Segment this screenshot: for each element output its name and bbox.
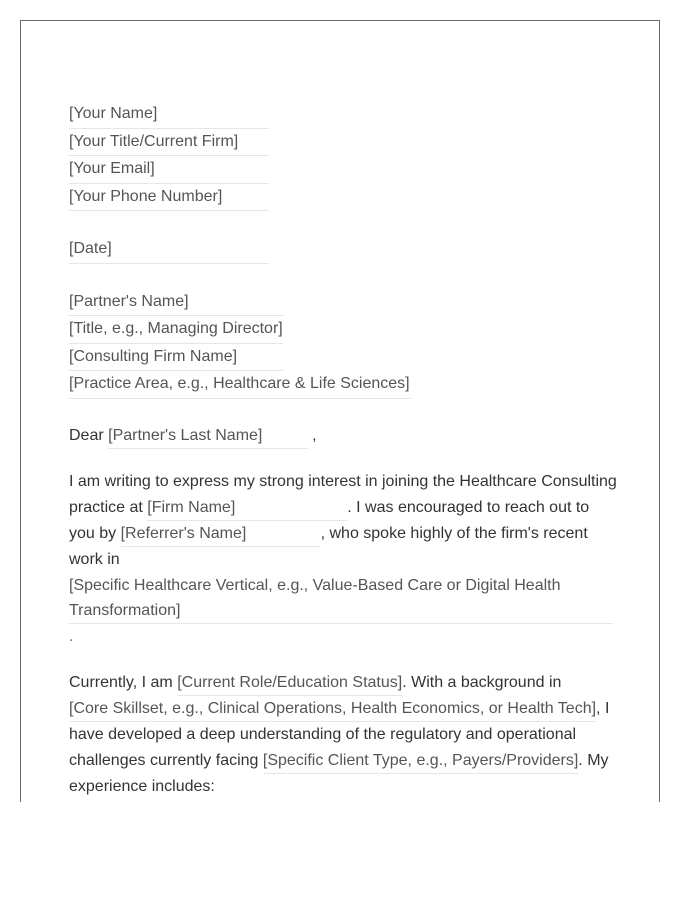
p2-text4: . My experience includes: (69, 751, 609, 795)
referrer-name-field[interactable]: [Referrer's Name] (121, 521, 321, 547)
p1-text1: I am writing to express my strong interest in joining the Healthcare Consulting practice at (69, 472, 617, 516)
recipient-name-field[interactable]: [Partner's Name] (69, 289, 283, 317)
letter-body (69, 101, 619, 800)
sender-phone-field[interactable]: [Your Phone Number] (69, 184, 269, 212)
recipient-practice-field[interactable]: [Practice Area, e.g., Healthcare & Life Sciences] (69, 371, 411, 399)
p2-text2: . With a background in (402, 673, 562, 691)
document-page (20, 20, 660, 802)
sender-block (69, 101, 619, 211)
recipient-block (69, 289, 619, 399)
core-skillset-field[interactable]: [Core Skillset, e.g., Clinical Operations, Health Economics, or Health Tech] (69, 696, 596, 722)
sender-title-field[interactable]: [Your Title/Current Firm] (69, 129, 269, 157)
salutation (69, 423, 619, 449)
client-type-field[interactable]: [Specific Client Type, e.g., Payers/Providers] (263, 748, 578, 774)
p1-text2: . I was encouraged to reach out to you by (69, 498, 590, 542)
p2-text3: , I have developed a deep understanding of the regulatory and operational challenges currently facing (69, 699, 610, 769)
p1-end: . (69, 627, 74, 645)
salutation-suffix: , (312, 426, 317, 444)
salutation-prefix: Dear (69, 426, 104, 444)
paragraph-interest (69, 469, 619, 650)
paragraph-background (69, 670, 619, 800)
healthcare-vertical-field[interactable]: [Specific Healthcare Vertical, e.g., Value-Based Care or Digital Health Transformation] (69, 573, 613, 624)
salutation-last-name-field[interactable]: [Partner's Last Name] (108, 423, 308, 449)
current-role-field[interactable]: [Current Role/Education Status] (177, 670, 402, 696)
sender-email-field[interactable]: [Your Email] (69, 156, 269, 184)
p1-text3: , who spoke highly of the firm's recent work in (69, 524, 588, 568)
p2-text1: Currently, I am (69, 673, 173, 691)
date-field[interactable]: [Date] (69, 236, 269, 264)
recipient-title-field[interactable]: [Title, e.g., Managing Director] (69, 316, 283, 344)
firm-name-field[interactable]: [Firm Name] (147, 495, 347, 521)
date-block (69, 236, 619, 264)
recipient-firm-field[interactable]: [Consulting Firm Name] (69, 344, 283, 372)
sender-name-field[interactable]: [Your Name] (69, 101, 269, 129)
